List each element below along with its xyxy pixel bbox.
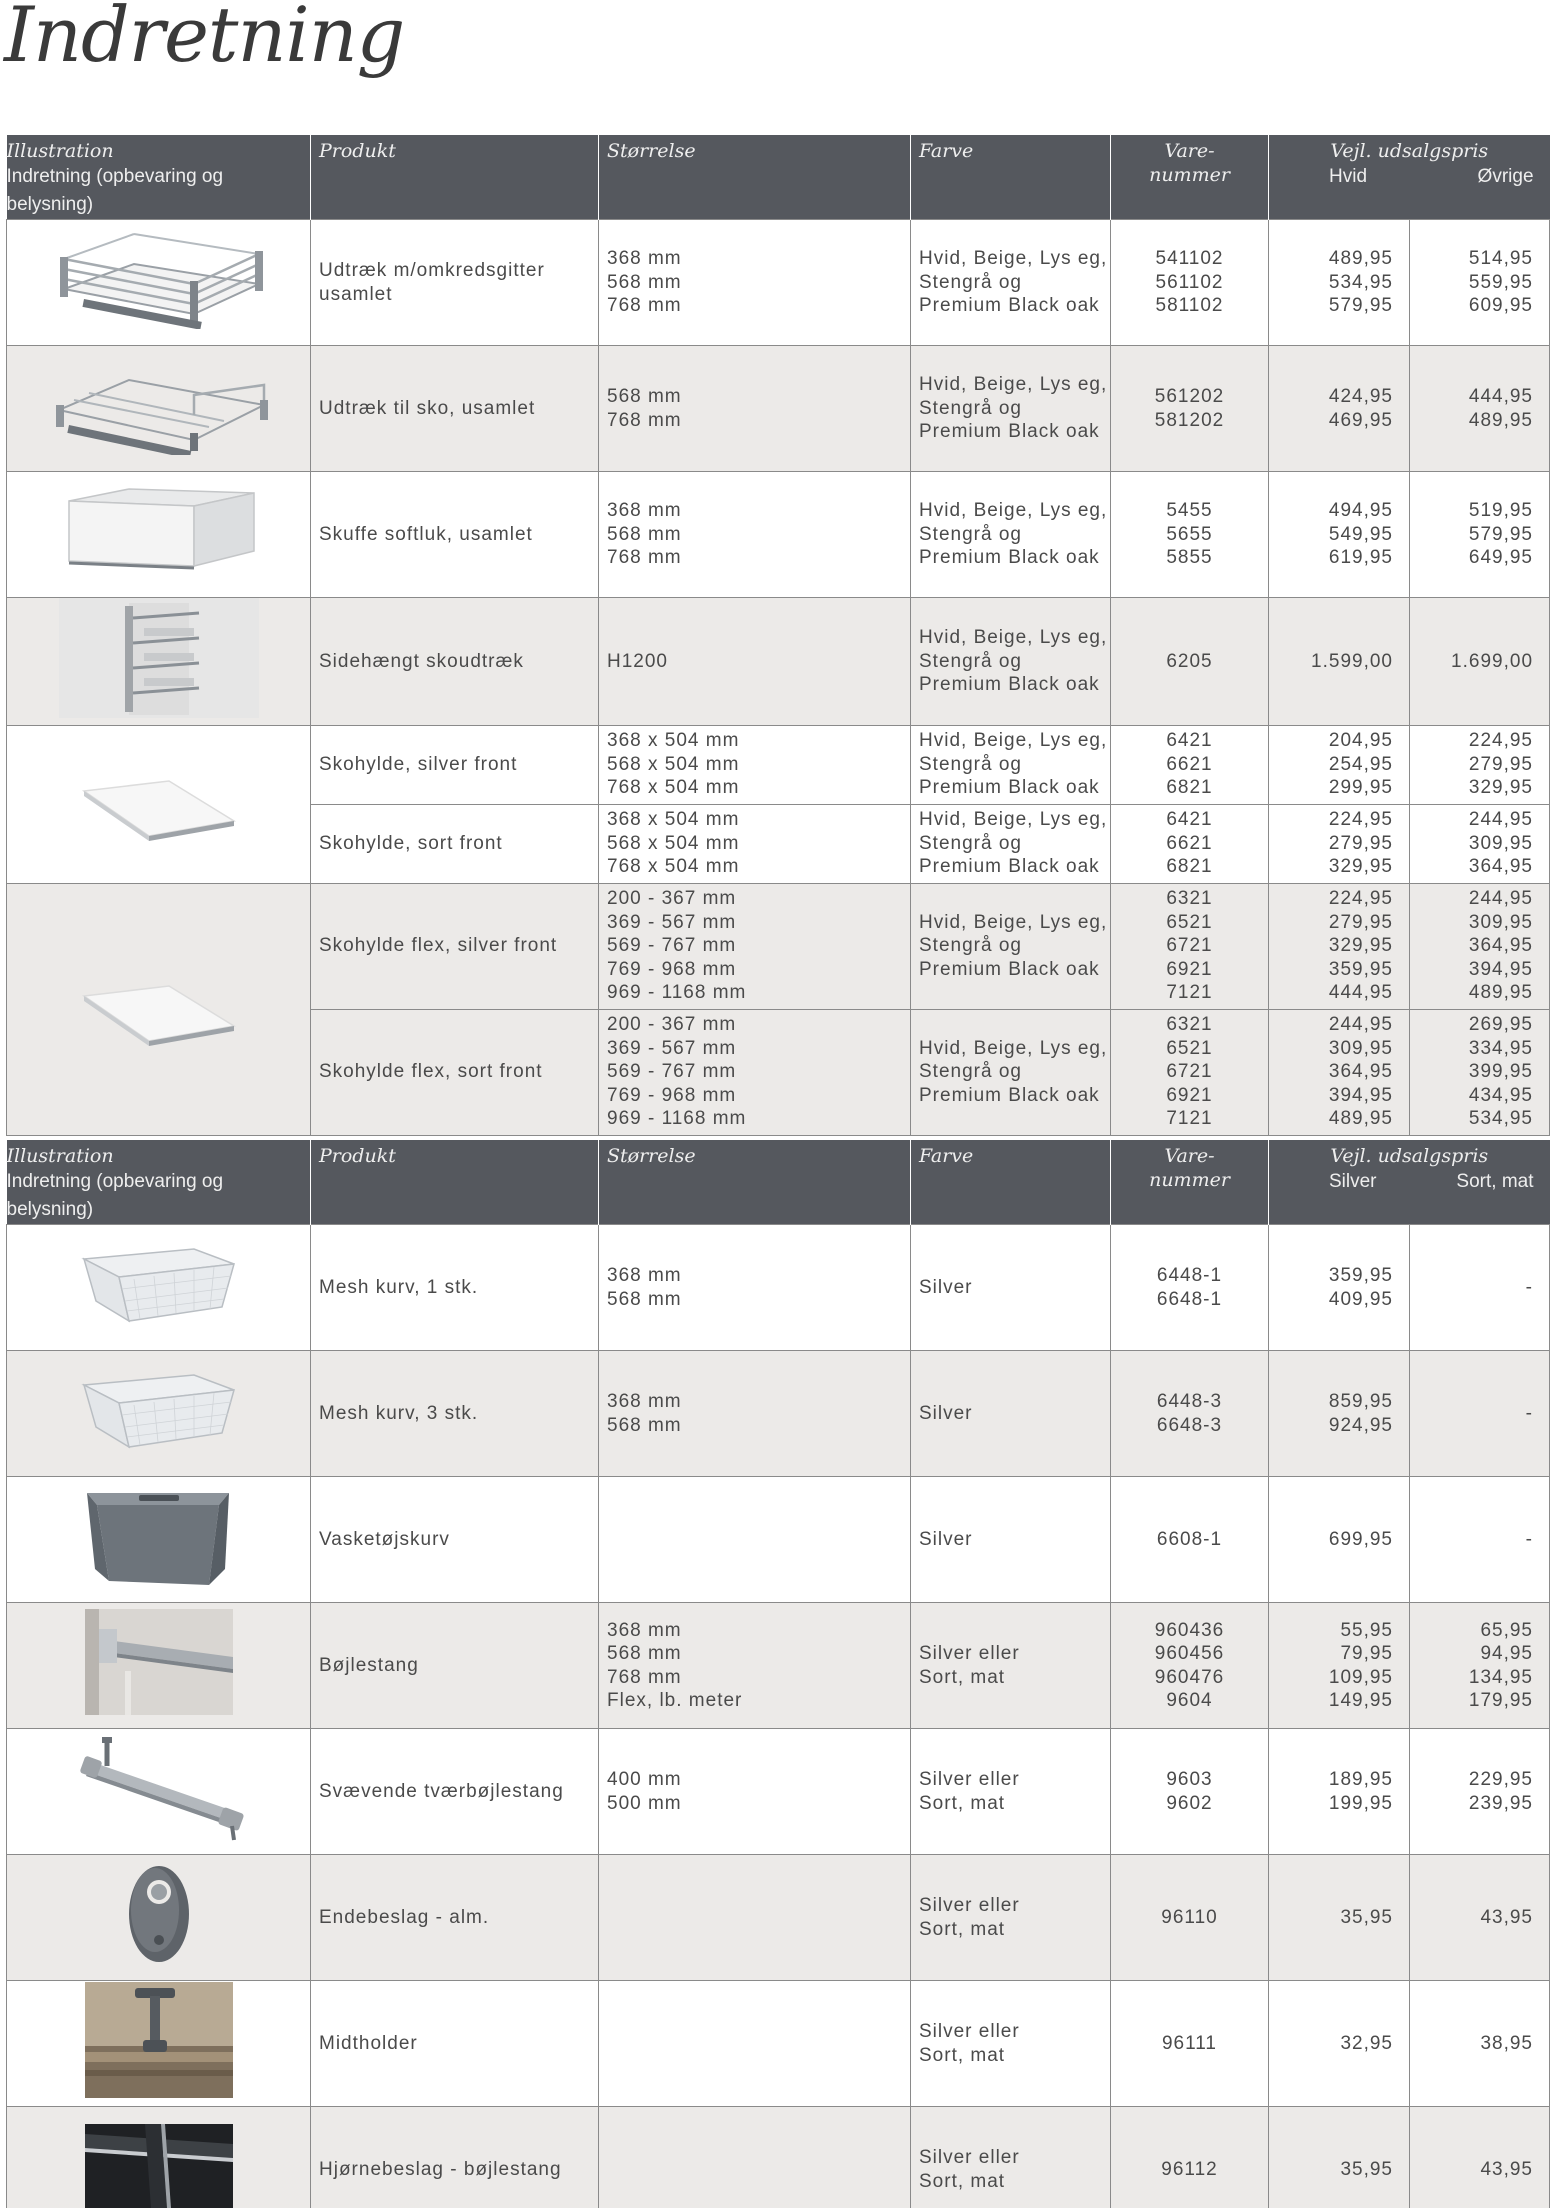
size-cell: 368 x 504 mm 568 x 504 mm 768 x 504 mm bbox=[599, 804, 911, 883]
item-number: 6448-1 6648-1 bbox=[1111, 1225, 1269, 1351]
price-silver: 859,95 924,95 bbox=[1269, 1351, 1410, 1477]
price-sort-mat: 43,95 bbox=[1410, 1855, 1550, 1981]
size-cell bbox=[599, 1981, 911, 2107]
product-name: Svævende tværbøjlestang bbox=[311, 1729, 599, 1855]
table-header bbox=[7, 1140, 1550, 1225]
table-row bbox=[7, 220, 1550, 346]
corner-bracket-icon bbox=[85, 2124, 233, 2208]
table-row bbox=[7, 472, 1550, 598]
shoe-rack-drawer-icon bbox=[44, 355, 274, 462]
header-storrelse: Størrelse bbox=[599, 1140, 911, 1225]
item-number: 6321 6521 6721 6921 7121 bbox=[1111, 1009, 1269, 1135]
item-number: 6608-1 bbox=[1111, 1477, 1269, 1603]
product-name: Endebeslag - alm. bbox=[311, 1855, 599, 1981]
price-ovrige: 244,95 309,95 364,95 bbox=[1410, 804, 1550, 883]
price-silver: 35,95 bbox=[1269, 1855, 1410, 1981]
item-number: 561202 581202 bbox=[1111, 346, 1269, 472]
middle-holder-icon bbox=[85, 1982, 233, 2105]
table-row bbox=[7, 598, 1550, 726]
header-produkt: Produkt bbox=[311, 135, 599, 220]
shoe-shelf-icon bbox=[74, 756, 244, 853]
header-price-col2: Sort, mat bbox=[1456, 1171, 1534, 1192]
price-hvid: 1.599,00 bbox=[1269, 598, 1410, 726]
price-ovrige: 444,95 489,95 bbox=[1410, 346, 1550, 472]
illustration-cell bbox=[7, 1351, 311, 1477]
size-cell: 368 mm 568 mm bbox=[599, 1225, 911, 1351]
color-cell: Silver eller Sort, mat bbox=[911, 1603, 1111, 1729]
color-cell: Silver eller Sort, mat bbox=[911, 1855, 1111, 1981]
product-name: Udtræk til sko, usamlet bbox=[311, 346, 599, 472]
illustration-cell bbox=[7, 220, 311, 346]
header-price: Vejl. udsalgspris Silver Sort, mat bbox=[1269, 1140, 1550, 1225]
product-name: Skohylde, sort front bbox=[311, 804, 599, 883]
product-name: Skuffe softluk, usamlet bbox=[311, 472, 599, 598]
color-cell: Hvid, Beige, Lys eg, Stengrå og Premium Black oak bbox=[911, 598, 1111, 726]
item-number: 960436 960456 960476 9604 bbox=[1111, 1603, 1269, 1729]
color-cell: Silver eller Sort, mat bbox=[911, 2107, 1111, 2208]
table-header bbox=[7, 135, 1550, 220]
item-number: 96110 bbox=[1111, 1855, 1269, 1981]
item-number: 6421 6621 6821 bbox=[1111, 804, 1269, 883]
header-varenummer: Vare- nummer bbox=[1111, 135, 1269, 220]
header-illustration: Illustration Indretning (opbevaring og belysning) bbox=[7, 135, 311, 220]
header-price-col2: Øvrige bbox=[1477, 166, 1534, 187]
color-cell: Hvid, Beige, Lys eg, Stengrå og Premium Black oak bbox=[911, 346, 1111, 472]
price-sort-mat: - bbox=[1410, 1477, 1550, 1603]
header-illustration: Illustration Indretning (opbevaring og belysning) bbox=[7, 1140, 311, 1225]
mesh-basket-icon bbox=[74, 1239, 244, 1336]
color-cell: Hvid, Beige, Lys eg, Stengrå og Premium Black oak bbox=[911, 472, 1111, 598]
price-table-storage bbox=[6, 1140, 1550, 2208]
size-cell: 400 mm 500 mm bbox=[599, 1729, 911, 1855]
color-cell: Hvid, Beige, Lys eg, Stengrå og Premium Black oak bbox=[911, 220, 1111, 346]
page-title: Indretning bbox=[4, 0, 405, 79]
price-sort-mat: 43,95 bbox=[1410, 2107, 1550, 2208]
illustration-cell bbox=[7, 2107, 311, 2208]
price-hvid: 489,95 534,95 579,95 bbox=[1269, 220, 1410, 346]
price-silver: 55,95 79,95 109,95 149,95 bbox=[1269, 1603, 1410, 1729]
illustration-cell bbox=[7, 472, 311, 598]
size-cell: 568 mm 768 mm bbox=[599, 346, 911, 472]
header-varenummer: Vare- nummer bbox=[1111, 1140, 1269, 1225]
side-shoe-rack-icon bbox=[59, 598, 259, 725]
product-name: Vasketøjskurv bbox=[311, 1477, 599, 1603]
table-row bbox=[7, 1603, 1550, 1729]
product-name: Midtholder bbox=[311, 1981, 599, 2107]
product-name: Bøjlestang bbox=[311, 1603, 599, 1729]
price-sort-mat: 38,95 bbox=[1410, 1981, 1550, 2107]
illustration-cell bbox=[7, 1855, 311, 1981]
price-silver: 359,95 409,95 bbox=[1269, 1225, 1410, 1351]
item-number: 9603 9602 bbox=[1111, 1729, 1269, 1855]
price-ovrige: 269,95 334,95 399,95 434,95 534,95 bbox=[1410, 1009, 1550, 1135]
color-cell: Hvid, Beige, Lys eg, Stengrå og Premium Black oak bbox=[911, 725, 1111, 804]
header-price-col1: Silver bbox=[1329, 1171, 1377, 1192]
price-ovrige: 1.699,00 bbox=[1410, 598, 1550, 726]
illustration-cell bbox=[7, 1477, 311, 1603]
header-price: Vejl. udsalgspris Hvid Øvrige bbox=[1269, 135, 1550, 220]
price-silver: 699,95 bbox=[1269, 1477, 1410, 1603]
color-cell: Silver bbox=[911, 1225, 1111, 1351]
price-sort-mat: - bbox=[1410, 1351, 1550, 1477]
laundry-basket-icon bbox=[79, 1481, 239, 1598]
color-cell: Hvid, Beige, Lys eg, Stengrå og Premium Black oak bbox=[911, 883, 1111, 1009]
color-cell: Hvid, Beige, Lys eg, Stengrå og Premium Black oak bbox=[911, 1009, 1111, 1135]
table-row bbox=[7, 1729, 1550, 1855]
item-number: 6205 bbox=[1111, 598, 1269, 726]
table-row bbox=[7, 1981, 1550, 2107]
price-hvid: 424,95 469,95 bbox=[1269, 346, 1410, 472]
size-cell: 368 mm 568 mm 768 mm bbox=[599, 472, 911, 598]
price-ovrige: 224,95 279,95 329,95 bbox=[1410, 725, 1550, 804]
price-ovrige: 514,95 559,95 609,95 bbox=[1410, 220, 1550, 346]
size-cell: 368 x 504 mm 568 x 504 mm 768 x 504 mm bbox=[599, 725, 911, 804]
table-row bbox=[7, 346, 1550, 472]
price-silver: 35,95 bbox=[1269, 2107, 1410, 2208]
table-row bbox=[7, 725, 1550, 804]
item-number: 96112 bbox=[1111, 2107, 1269, 2208]
product-name: Skohylde, silver front bbox=[311, 725, 599, 804]
mesh-basket-icon bbox=[74, 1365, 244, 1462]
color-cell: Silver bbox=[911, 1477, 1111, 1603]
price-silver: 189,95 199,95 bbox=[1269, 1729, 1410, 1855]
size-cell bbox=[599, 1855, 911, 1981]
item-number: 541102 561102 581102 bbox=[1111, 220, 1269, 346]
wire-basket-drawer-icon bbox=[44, 229, 274, 336]
color-cell: Hvid, Beige, Lys eg, Stengrå og Premium Black oak bbox=[911, 804, 1111, 883]
table-row bbox=[7, 1225, 1550, 1351]
price-table-drawers bbox=[6, 135, 1550, 1136]
item-number: 6321 6521 6721 6921 7121 bbox=[1111, 883, 1269, 1009]
price-ovrige: 519,95 579,95 649,95 bbox=[1410, 472, 1550, 598]
price-ovrige: 244,95 309,95 364,95 394,95 489,95 bbox=[1410, 883, 1550, 1009]
illustration-cell bbox=[7, 346, 311, 472]
price-hvid: 244,95 309,95 364,95 394,95 489,95 bbox=[1269, 1009, 1410, 1135]
header-farve: Farve bbox=[911, 135, 1111, 220]
size-cell: 200 - 367 mm 369 - 567 mm 569 - 767 mm 769 - 968 mm 969 - 1168 mm bbox=[599, 1009, 911, 1135]
header-produkt: Produkt bbox=[311, 1140, 599, 1225]
illustration-cell bbox=[7, 883, 311, 1135]
price-sort-mat: 229,95 239,95 bbox=[1410, 1729, 1550, 1855]
product-name: Sidehængt skoudtræk bbox=[311, 598, 599, 726]
price-hvid: 494,95 549,95 619,95 bbox=[1269, 472, 1410, 598]
table-row bbox=[7, 883, 1550, 1009]
illustration-cell bbox=[7, 598, 311, 726]
size-cell: H1200 bbox=[599, 598, 911, 726]
size-cell: 368 mm 568 mm bbox=[599, 1351, 911, 1477]
illustration-cell bbox=[7, 1981, 311, 2107]
product-name: Udtræk m/omkredsgitter usamlet bbox=[311, 220, 599, 346]
item-number: 6448-3 6648-3 bbox=[1111, 1351, 1269, 1477]
illustration-cell bbox=[7, 1225, 311, 1351]
header-farve: Farve bbox=[911, 1140, 1111, 1225]
end-bracket-icon bbox=[119, 1858, 199, 1977]
price-sort-mat: 65,95 94,95 134,95 179,95 bbox=[1410, 1603, 1550, 1729]
size-cell: 368 mm 568 mm 768 mm Flex, lb. meter bbox=[599, 1603, 911, 1729]
flex-shoe-shelf-icon bbox=[74, 961, 244, 1058]
table-row bbox=[7, 2107, 1550, 2208]
price-silver: 32,95 bbox=[1269, 1981, 1410, 2107]
size-cell bbox=[599, 2107, 911, 2208]
illustration-cell bbox=[7, 1729, 311, 1855]
color-cell: Silver eller Sort, mat bbox=[911, 1981, 1111, 2107]
item-number: 5455 5655 5855 bbox=[1111, 472, 1269, 598]
price-hvid: 224,95 279,95 329,95 359,95 444,95 bbox=[1269, 883, 1410, 1009]
illustration-cell bbox=[7, 725, 311, 883]
floating-rail-icon bbox=[52, 1732, 266, 1851]
size-cell: 368 mm 568 mm 768 mm bbox=[599, 220, 911, 346]
item-number: 96111 bbox=[1111, 1981, 1269, 2107]
price-sort-mat: - bbox=[1410, 1225, 1550, 1351]
product-name: Skohylde flex, silver front bbox=[311, 883, 599, 1009]
product-name: Skohylde flex, sort front bbox=[311, 1009, 599, 1135]
price-hvid: 224,95 279,95 329,95 bbox=[1269, 804, 1410, 883]
header-storrelse: Størrelse bbox=[599, 135, 911, 220]
product-name: Mesh kurv, 3 stk. bbox=[311, 1351, 599, 1477]
softclose-drawer-icon bbox=[54, 481, 264, 588]
size-cell bbox=[599, 1477, 911, 1603]
color-cell: Silver bbox=[911, 1351, 1111, 1477]
table-row bbox=[7, 1855, 1550, 1981]
size-cell: 200 - 367 mm 369 - 567 mm 569 - 767 mm 769 - 968 mm 969 - 1168 mm bbox=[599, 883, 911, 1009]
illustration-cell bbox=[7, 1603, 311, 1729]
product-name: Hjørnebeslag - bøjlestang bbox=[311, 2107, 599, 2208]
price-hvid: 204,95 254,95 299,95 bbox=[1269, 725, 1410, 804]
item-number: 6421 6621 6821 bbox=[1111, 725, 1269, 804]
color-cell: Silver eller Sort, mat bbox=[911, 1729, 1111, 1855]
hanger-rail-icon bbox=[85, 1609, 233, 1722]
product-name: Mesh kurv, 1 stk. bbox=[311, 1225, 599, 1351]
table-row bbox=[7, 1477, 1550, 1603]
header-price-col1: Hvid bbox=[1329, 166, 1368, 187]
table-row bbox=[7, 1351, 1550, 1477]
